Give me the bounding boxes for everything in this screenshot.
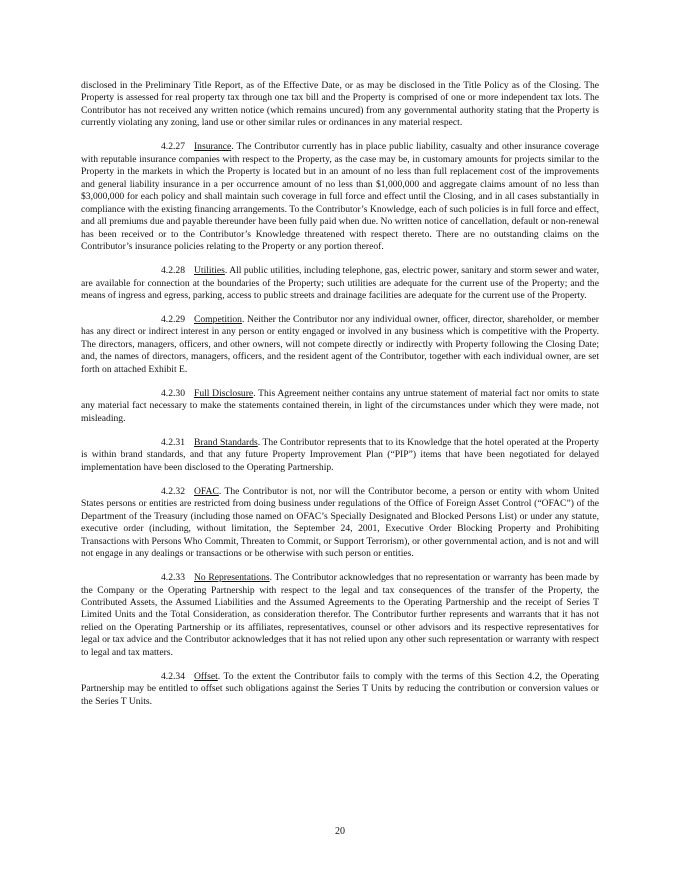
heading-punct: . <box>257 436 261 448</box>
heading-punct: . <box>218 485 222 497</box>
heading-punct: . <box>241 314 245 326</box>
section-number: 4.2.27 <box>161 141 185 153</box>
section-number: 4.2.29 <box>161 314 185 326</box>
section-number: 4.2.31 <box>161 436 185 448</box>
document-body <box>81 80 599 720</box>
section-4-2-29 <box>81 314 599 376</box>
section-number: 4.2.28 <box>161 265 185 277</box>
section-heading: Full Disclosure <box>193 387 254 399</box>
section-text: The Contributor is not, nor will the Contributor become, a person or entity with whom United States persons or entities are restricted from doing business under regulations of the Office of Foreign Asset Control (“OFAC”) of the Department of the Treasury (including those named on OFAC’s Specially Designated and Blocked Persons List) or under any statute, executive order (including, without limitation, the September 24, 2001, Executive Order Blocking Property and Prohibiting Transactions with Persons Who Commit, Threaten to Commit, or Support Terrorism), or other governmental action, and is not and will not engage in any dealings or transactions or be otherwise with such person or entities. <box>81 485 599 560</box>
section-text: The Contributor represents that to its Knowledge that the hotel operated at the Property is within brand standards, and that any future Property Improvement Plan (“PIP”) items that have been negotiated for delayed implementation have been disclosed to the Operating Partnership. <box>81 436 599 473</box>
section-heading: Offset <box>193 670 218 682</box>
section-heading: Insurance <box>193 141 232 153</box>
section-number: 4.2.32 <box>161 485 185 497</box>
section-heading: Competition <box>193 314 242 326</box>
section-number: 4.2.34 <box>161 670 185 682</box>
section-heading: Utilities <box>193 265 225 277</box>
section-4-2-30 <box>81 388 599 425</box>
section-4-2-34 <box>81 671 599 708</box>
section-4-2-33 <box>81 572 599 659</box>
section-4-2-31 <box>81 437 599 474</box>
section-4-2-32 <box>81 486 599 561</box>
section-text: Neither the Contributor nor any individual owner, officer, director, shareholder, or member has any direct or indirect interest in any person or entity engaged or involved in any business which is competitive with the Property. The directors, managers, officers, and other owners, will not compete directly or indirectly with Property following the Closing Date; and, the names of directors, managers, officers, and the resident agent of the Contributor, together with each individual owner, are set forth on attached Exhibit E. <box>81 314 599 375</box>
section-text: The Contributor currently has in place public liability, casualty and other insurance coverage with reputable insurance companies with respect to the Property, as the case may be, in customary amounts for projects similar to the Property in the markets in which the Property is located but in an amount of no less than full replacement cost of the improvements and general liability insurance in a per occurrence amount of no less than $1,000,000 and aggregate claims amount of no less than $3,000,000 for each policy and shall maintain such coverage in full force and effect until the Closing, and in all cases substantially in compliance with the existing financing arrangements. To the Contributor’s Knowledge, each of such policies is in full force and effect, and all premiums due and payable thereunder have been fully paid when due. No written notice of cancellation, default or non-renewal has been received or to the Contributor’s Knowledge threatened with respect thereto. There are no outstanding claims on the Contributor’s insurance policies relating to the Property or any portion thereof. <box>81 141 599 253</box>
heading-punct: . <box>217 670 221 682</box>
section-number: 4.2.30 <box>161 387 185 399</box>
section-heading: No Representations <box>193 572 270 584</box>
section-heading: Brand Standards <box>193 436 258 448</box>
section-text: The Contributor acknowledges that no representation or warranty has been made by the Company or the Operating Partnership with respect to the legal and tax consequences of the transfer of the Property, the Contributed Assets, the Assumed Liabilities and the Assumed Agreements to the Operating Partnership and the receipt of Series T Limited Units and the Total Consideration, as consideration therefor. The Contributor further represents and warrants that it has not relied on the Operating Partnership or its affiliates, representatives, counsel or other advisors and its respective representatives for legal or tax advice and the Contributor acknowledges that it has not relied upon any other such representation or warranty with respect to legal and tax matters. <box>81 572 599 658</box>
intro-paragraph: disclosed in the Preliminary Title Report, as of the Effective Date, or as may be disclosed in the Title Policy as of the Closing. The Property is assessed for real property tax through one tax bill and the Property is comprised of one or more independent tax lots. The Contributor has not received any written notice (which remains uncured) from any governmental authority stating that the Property is currently violating any zoning, land use or other similar rules or ordinances in any material respect. <box>81 80 599 129</box>
section-4-2-28 <box>81 265 599 302</box>
section-number: 4.2.33 <box>161 572 185 584</box>
section-4-2-27 <box>81 141 599 253</box>
section-text: All public utilities, including telephone, gas, electric power, sanitary and storm sewer and water, are available for connection at the boundaries of the Property; such utilities are adequate for the current use of the Property; and the means of ingress and egress, parking, access to public streets and drainage facilities are adequate for the current use of the Property. <box>81 265 599 301</box>
heading-punct: . <box>253 387 256 399</box>
page-number: 20 <box>335 826 345 837</box>
heading-punct: . <box>224 265 228 277</box>
section-text: This Agreement neither contains any untrue statement of material fact nor omits to state any material fact necessary to make the statements contained therein, in light of the circumstances under which they were made, not misleading. <box>81 387 599 424</box>
section-text: To the extent the Contributor fails to comply with the terms of this Section 4.2, the Operating Partnership may be entitled to offset such obligations against the Series T Units by reducing the contribution or conversion values or the Series T Units. <box>81 670 599 707</box>
heading-punct: . <box>231 141 234 153</box>
heading-punct: . <box>269 572 273 584</box>
section-heading: OFAC <box>193 485 219 497</box>
